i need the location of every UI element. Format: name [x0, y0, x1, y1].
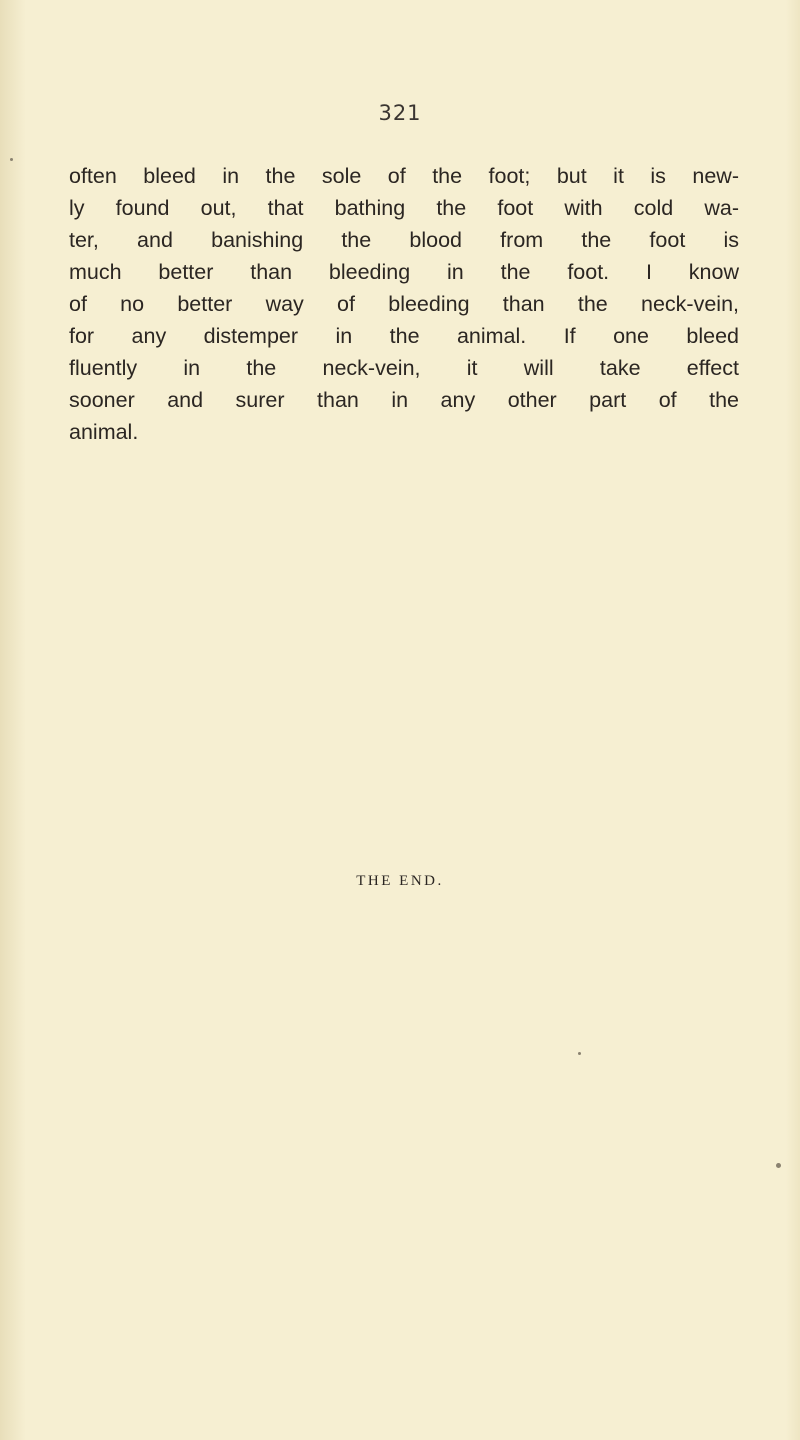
text-line: fluently in the neck-vein, it will take effect	[69, 356, 739, 380]
text-line: ter, and banishing the blood from the foot is	[69, 228, 739, 252]
paper-speck	[10, 158, 13, 161]
end-mark: THE END.	[356, 873, 444, 889]
text-line: animal.	[69, 420, 139, 444]
paper-speck	[578, 1052, 581, 1055]
text-line: often bleed in the sole of the foot; but it is new-	[69, 164, 739, 188]
paper-speck	[776, 1163, 781, 1168]
page-number: 321	[378, 101, 422, 125]
text-line: for any distemper in the animal. If one bleed	[69, 324, 739, 348]
text-line: much better than bleeding in the foot. I know	[69, 260, 739, 284]
body-paragraph	[69, 160, 739, 448]
text-line: of no better way of bleeding than the neck-vein,	[69, 292, 739, 316]
text-line: ly found out, that bathing the foot with cold wa-	[69, 196, 739, 220]
text-line: sooner and surer than in any other part of the	[69, 388, 739, 412]
